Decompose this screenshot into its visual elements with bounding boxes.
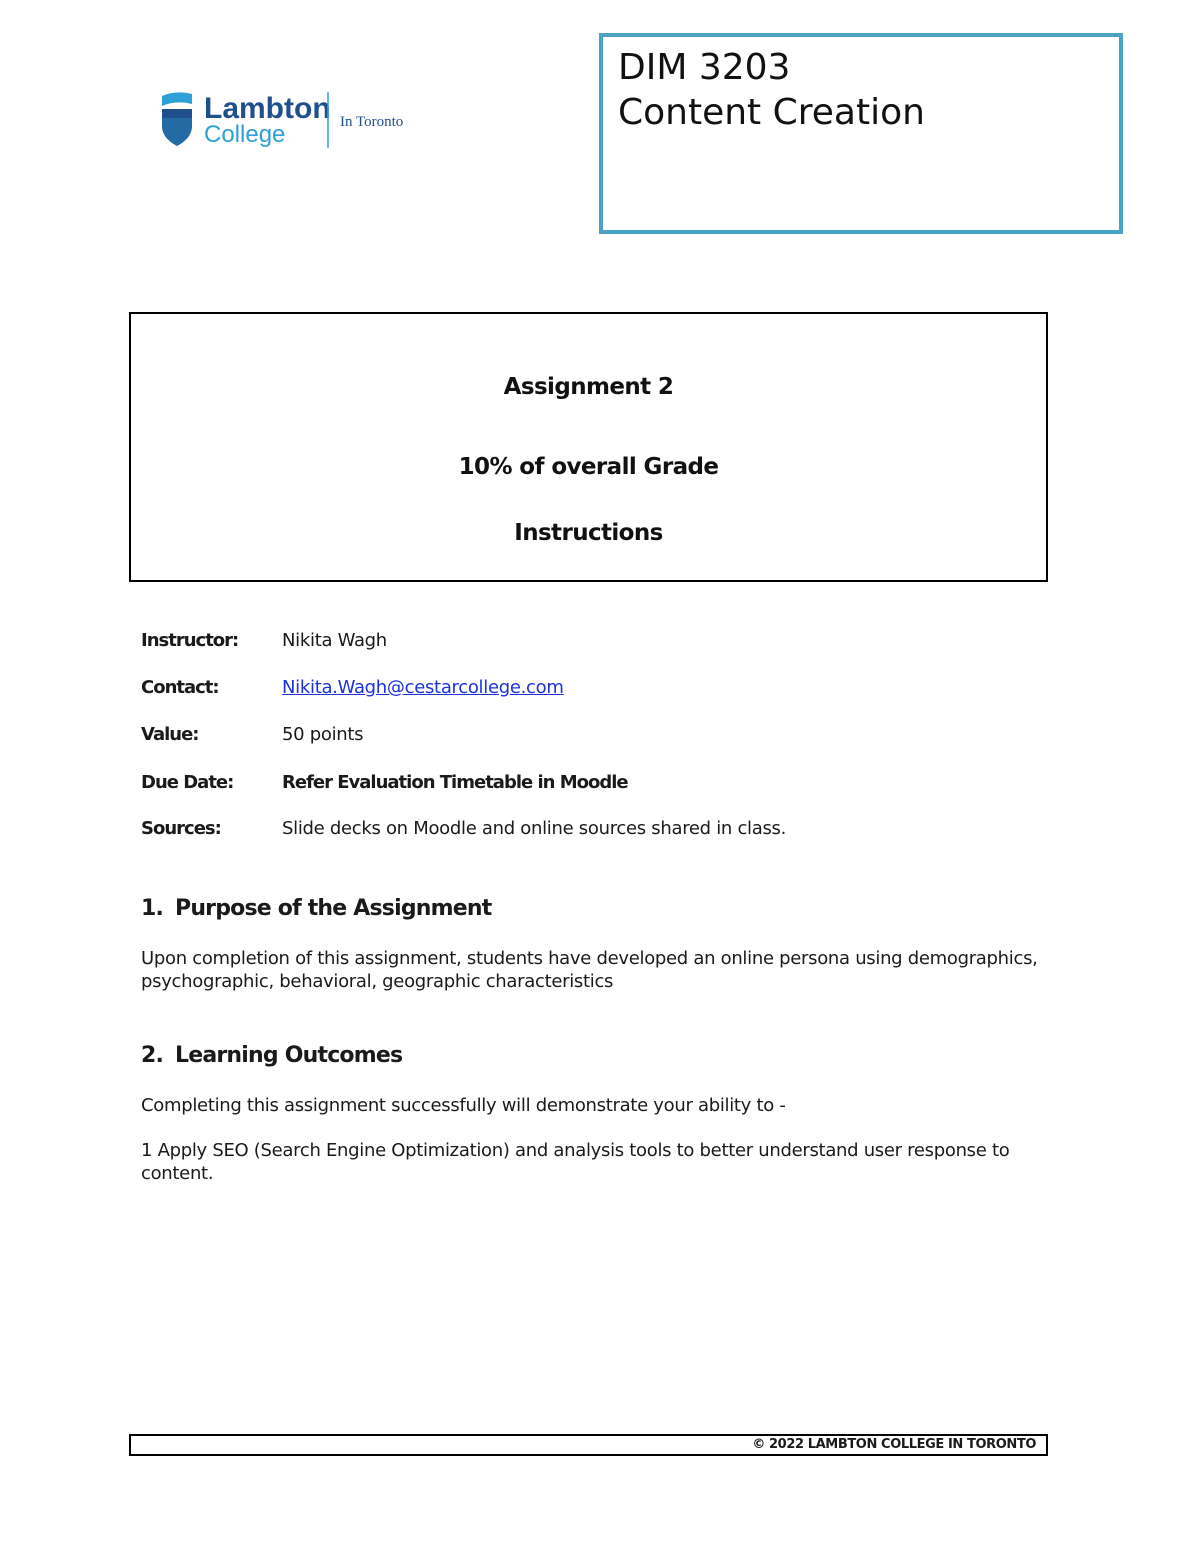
section-purpose-title: Purpose of the Assignment — [175, 896, 492, 921]
section-purpose-heading — [141, 896, 491, 921]
logo-wordmark-top: Lambton — [204, 92, 331, 125]
course-code: DIM 3203 — [618, 47, 791, 88]
footer-copyright: © 2022 LAMBTON COLLEGE IN TORONTO — [752, 1437, 1036, 1452]
section-purpose-number: 1. — [141, 896, 164, 921]
section-purpose-text: Upon completion of this assignment, students have developed an online persona using demographics, psychographic, behavioral, geographic characteristics — [141, 948, 1038, 992]
contact-value — [282, 677, 564, 698]
section-outcomes-item-1: 1 Apply SEO (Search Engine Optimization) and analysis tools to better understand user response to content. — [141, 1140, 1010, 1184]
due-date-label: Due Date: — [141, 772, 234, 793]
due-date-value: Refer Evaluation Timetable in Moodle — [282, 772, 628, 793]
sources-label: Sources: — [141, 818, 221, 839]
assignment-title-box — [129, 312, 1048, 582]
college-logo — [140, 70, 462, 168]
assignment-title: Assignment 2 — [503, 374, 674, 400]
grade-weight: 10% of overall Grade — [458, 454, 719, 480]
college-logo-graphic — [140, 70, 462, 168]
instructor-label: Instructor: — [141, 630, 239, 651]
logo-wordmark-bottom: College — [204, 121, 286, 148]
shield-icon — [162, 92, 192, 146]
section-outcomes-title: Learning Outcomes — [175, 1043, 403, 1068]
section-outcomes-intro: Completing this assignment successfully will demonstrate your ability to - — [141, 1095, 786, 1116]
value-value: 50 points — [282, 724, 364, 745]
section-outcomes-number: 2. — [141, 1043, 164, 1068]
instructor-value: Nikita Wagh — [282, 630, 387, 651]
footer-box — [129, 1434, 1048, 1456]
contact-email-link[interactable]: Nikita.Wagh@cestarcollege.com — [282, 677, 564, 698]
course-box — [599, 33, 1123, 234]
course-name: Content Creation — [618, 92, 925, 133]
instructions-heading: Instructions — [514, 520, 663, 546]
section-outcomes-heading — [141, 1043, 402, 1068]
sources-value: Slide decks on Moodle and online sources shared in class. — [282, 818, 787, 839]
contact-label: Contact: — [141, 677, 219, 698]
value-label: Value: — [141, 724, 199, 745]
logo-location: In Toronto — [340, 114, 404, 130]
